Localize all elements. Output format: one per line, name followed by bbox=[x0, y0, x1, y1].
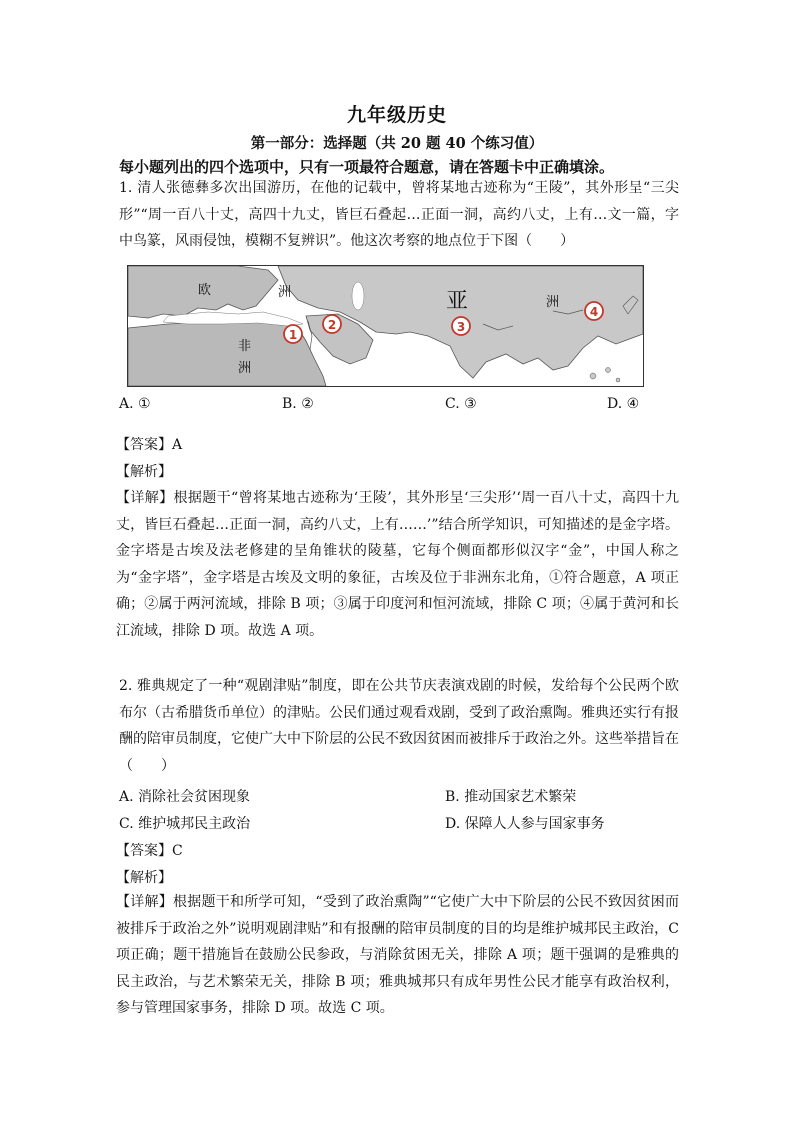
svg-text:1: 1 bbox=[288, 328, 298, 342]
marker-2 bbox=[323, 315, 341, 333]
q2-detail: 【详解】根据题干和所学可知，“受到了政治熏陶”“它使广大中下阶层的公民不致因贫困而被排斥于政治之外”说明观剧津贴”和有报酬的陪审员制度的目的均是维护城邦民主政治，C 项正确；题干措施旨在鼓励公民参政，与消除贫困无关，排除 A 项；题干强调的是雅典的民主政治，与艺术繁荣无关，排除 B 项；雅典城邦只有成年男性公民才能享有政治权利，参与管理国家事务，排除 D 项。故选 C 项。 bbox=[116, 894, 679, 1016]
instruction-text: 每小题列出的四个选项中，只有一项最符合题意，请在答题卡中正确填涂。 bbox=[119, 158, 615, 176]
question-1-map bbox=[127, 265, 644, 387]
label-asia-1: 亚 bbox=[446, 289, 469, 314]
marker-4 bbox=[585, 302, 603, 320]
q2-option-d: D. 保障人人参与国家事务 bbox=[445, 816, 605, 832]
q1-option-a: A. ① bbox=[119, 396, 151, 412]
q1-answer: 【答案】A bbox=[116, 437, 183, 453]
q2-analysis-label: 【解析】 bbox=[116, 870, 172, 886]
label-africa-1: 非 bbox=[238, 339, 252, 354]
svg-text:3: 3 bbox=[456, 320, 466, 334]
q2-option-a: A. 消除社会贫困现象 bbox=[119, 789, 251, 805]
q2-option-c: C. 维护城邦民主政治 bbox=[119, 816, 251, 832]
label-europe-1: 欧 bbox=[198, 283, 212, 298]
svg-text:2: 2 bbox=[327, 318, 337, 332]
q1-detail: 【详解】根据题干“曾将某地古迹称为‘王陵’，其外形呈‘三尖形’‘周一百八十丈，高四十九丈，皆巨石叠起…正面一洞，高约八丈，上有……’”结合所学知识，可知描述的是金字塔。金字塔是古埃及法老修建的呈角锥状的陵墓，它每个侧面都形似汉字“金”，中国人称之为“金字塔”，金字塔是古埃及文明的象征，古埃及位于非洲东北角，①符合题意，A 项正确；②属于两河流域，排除 B 项；③属于印度河和恒河流域，排除 C 项；④属于黄河和长江流域，排除 D 项。故选 A 项。 bbox=[116, 490, 679, 639]
question-2-stem: 2. 雅典规定了一种“观剧津贴”制度，即在公共节庆表演戏剧的时候，发给每个公民两个欧布尔（古希腊货币单位）的津贴。公民们通过观看戏剧，受到了政治熏陶。雅典还实行有报酬的陪审员制度，它使广大中下阶层的公民不致因贫困而被排斥于政治之外。这些举措旨在（ ） bbox=[119, 678, 679, 774]
q2-answer: 【答案】C bbox=[116, 843, 183, 859]
q1-option-c: C. ③ bbox=[445, 396, 477, 412]
section-subtitle: 第一部分：选择题（共 20 题 40 个练习值） bbox=[250, 135, 544, 152]
question-1-stem: 1. 清人张德彝多次出国游历，在他的记载中，曾将某地古迹称为“王陵”，其外形呈“三尖形”“周一百八十丈，高四十九丈，皆巨石叠起…正面一洞，高约八丈，上有…文一篇，字中鸟篆，风雨侵蚀，模糊不复辨识”。他这次考察的地点位于下图（ ） bbox=[119, 180, 679, 249]
q1-analysis-label: 【解析】 bbox=[116, 464, 172, 480]
q2-option-b: B. 推动国家艺术繁荣 bbox=[445, 789, 577, 805]
label-africa-2: 洲 bbox=[238, 361, 252, 376]
q1-option-d: D. ④ bbox=[607, 396, 640, 412]
world-map-figure bbox=[128, 266, 643, 386]
label-europe-2: 洲 bbox=[278, 285, 292, 300]
marker-3 bbox=[452, 317, 470, 335]
q1-option-b: B. ② bbox=[282, 396, 314, 412]
svg-text:4: 4 bbox=[589, 305, 599, 319]
marker-1 bbox=[284, 325, 302, 343]
document-title: 九年级历史 bbox=[346, 104, 447, 126]
caspian-sea bbox=[352, 282, 364, 310]
label-asia-2: 洲 bbox=[546, 295, 560, 310]
